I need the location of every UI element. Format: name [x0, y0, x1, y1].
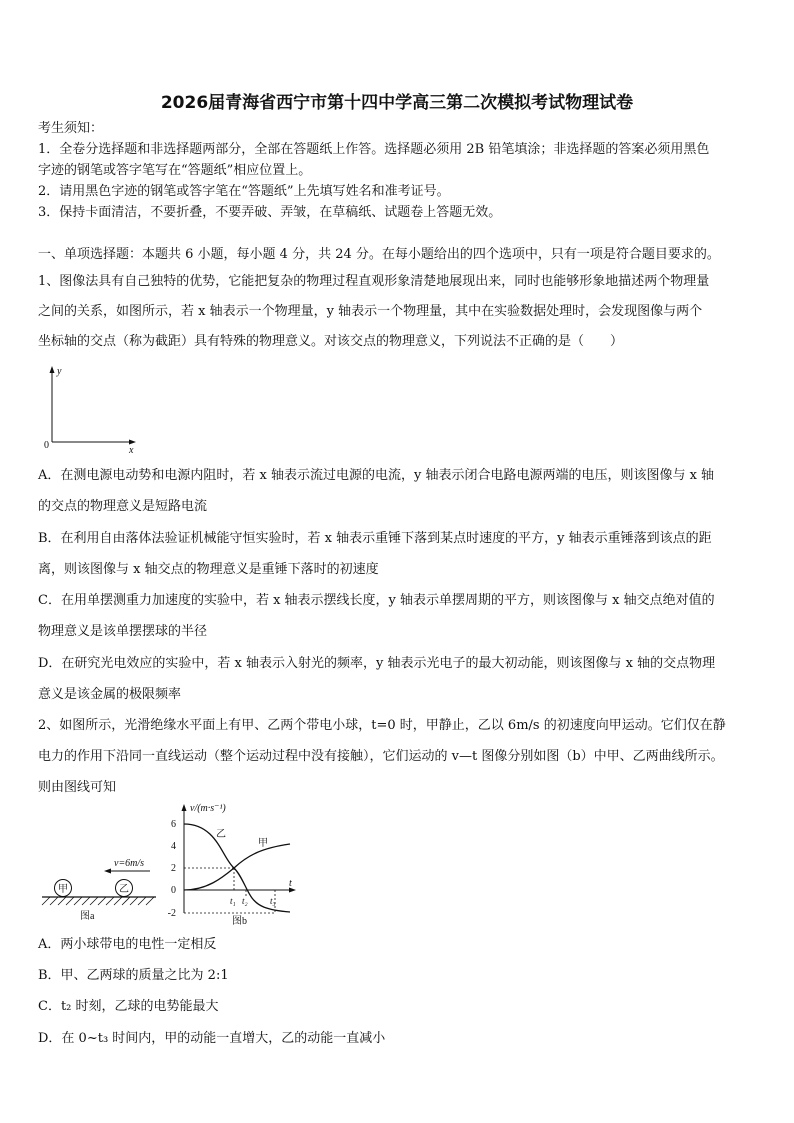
y-tick-2: 2: [171, 863, 176, 874]
y-tick-6: 6: [171, 819, 176, 830]
curve-jia-label: 甲: [258, 838, 268, 849]
question-2-stem: 则由图线可知: [38, 780, 117, 795]
q2-option-b: B．甲、乙两球的质量之比为 2:1: [38, 968, 229, 983]
option-d-cont: 意义是该金属的极限频率: [38, 687, 182, 702]
question-1-stem: 之间的关系，如图所示，若 x 轴表示一个物理量，y 轴表示一个物理量，其中在实验数据处理时，会发现图像与两个: [38, 304, 703, 319]
t1-label: t₁: [230, 896, 236, 906]
y-tick-4: 4: [171, 841, 176, 852]
x-axis-label: x: [129, 445, 134, 456]
q2-option-d: D．在 0~t₃ 时间内，甲的动能一直增大，乙的动能一直减小: [38, 1031, 386, 1046]
notice-line: 1．全卷分选择题和非选择题两部分，全部在答题纸上作答。选择题必须用 2B 铅笔填涂；非选择题的答案必须用黑色: [38, 142, 710, 157]
y-axis-label: y: [57, 366, 62, 377]
ball-yi-label: 乙: [119, 884, 129, 895]
section-heading: 一、单项选择题：本题共 6 小题，每小题 4 分，共 24 分。在每小题给出的四个选项中，只有一项是符合题目要求的。: [38, 247, 720, 262]
option-b: B．在利用自由落体法验证机械能守恒实验时，若 x 轴表示重锤下落到某点时速度的平方，y 轴表示重锤落到该点的距: [38, 531, 712, 546]
q2-option-c: C．t₂ 时刻，乙球的电势能最大: [38, 999, 219, 1014]
notice-line: 3．保持卡面清洁，不要折叠，不要弄破、弄皱，在草稿纸、试题卷上答题无效。: [38, 205, 502, 220]
option-c-cont: 物理意义是该单摆摆球的半径: [38, 624, 208, 639]
v-axis-label: v/(m·s⁻¹): [190, 803, 226, 814]
t2-label: t₂: [242, 896, 248, 906]
y-tick-0: 0: [171, 885, 176, 896]
curve-jia: [184, 844, 290, 890]
velocity-label: v=6m/s: [114, 858, 145, 869]
notice-line: 字迹的钢笔或答字笔写在“答题纸”相应位置上。: [38, 163, 312, 178]
curve-yi-label: 乙: [216, 829, 226, 840]
option-b-cont: 离，则该图像与 x 轴交点的物理意义是重锤下落时的初速度: [38, 562, 379, 577]
notice-heading: 考生须知：: [38, 121, 104, 136]
figure-a-caption: 图a: [80, 911, 95, 922]
question-1-stem: 1、图像法具有自己独特的优势，它能把复杂的物理过程直观形象清楚地展现出来，同时也能够形象地描述两个物理量: [38, 274, 710, 289]
ball-jia-label: 甲: [58, 884, 68, 895]
question-2-stem: 2、如图所示，光滑绝缘水平面上有甲、乙两个带电小球，t=0 时，甲静止，乙以 6m/s 的初速度向甲运动。它们仅在静: [38, 718, 726, 733]
question-1-stem: 坐标轴的交点（称为截距）具有特殊的物理意义。对该交点的物理意义，下列说法不正确的是（ ）: [38, 334, 624, 349]
figure-b-caption: 图b: [232, 916, 247, 926]
q2-figure-b-vt-graph: [162, 800, 302, 926]
q1-axes-figure: [38, 362, 148, 458]
q2-figure-a: [36, 845, 162, 925]
y-tick-minus-2: -2: [167, 908, 176, 919]
option-d: D．在研究光电效应的实验中，若 x 轴表示入射光的频率，y 轴表示光电子的最大初动能，则该图像与 x 轴的交点物理: [38, 656, 716, 671]
notice-line: 2．请用黑色字迹的钢笔或答字笔在“答题纸”上先填写姓名和准考证号。: [38, 184, 450, 199]
t-axis-label: t: [289, 878, 292, 889]
q2-option-a: A．两小球带电的电性一定相反: [38, 937, 217, 952]
t3-label: t₃: [270, 896, 276, 906]
question-2-stem: 电力的作用下沿同一直线运动（整个运动过程中没有接触），它们运动的 v—t 图像分别如图（b）中甲、乙两曲线所示。: [38, 749, 724, 764]
page-title: 2026届青海省西宁市第十四中学高三第二次模拟考试物理试卷: [160, 93, 634, 113]
option-c: C．在用单摆测重力加速度的实验中，若 x 轴表示摆线长度，y 轴表示单摆周期的平方，则该图像与 x 轴交点绝对值的: [38, 593, 715, 608]
option-a-cont: 的交点的物理意义是短路电流: [38, 499, 208, 514]
origin-label: 0: [44, 440, 49, 451]
option-a: A．在测电源电动势和电源内阻时，若 x 轴表示流过电源的电流，y 轴表示闭合电路电源两端的电压，则该图像与 x 轴: [38, 468, 715, 483]
